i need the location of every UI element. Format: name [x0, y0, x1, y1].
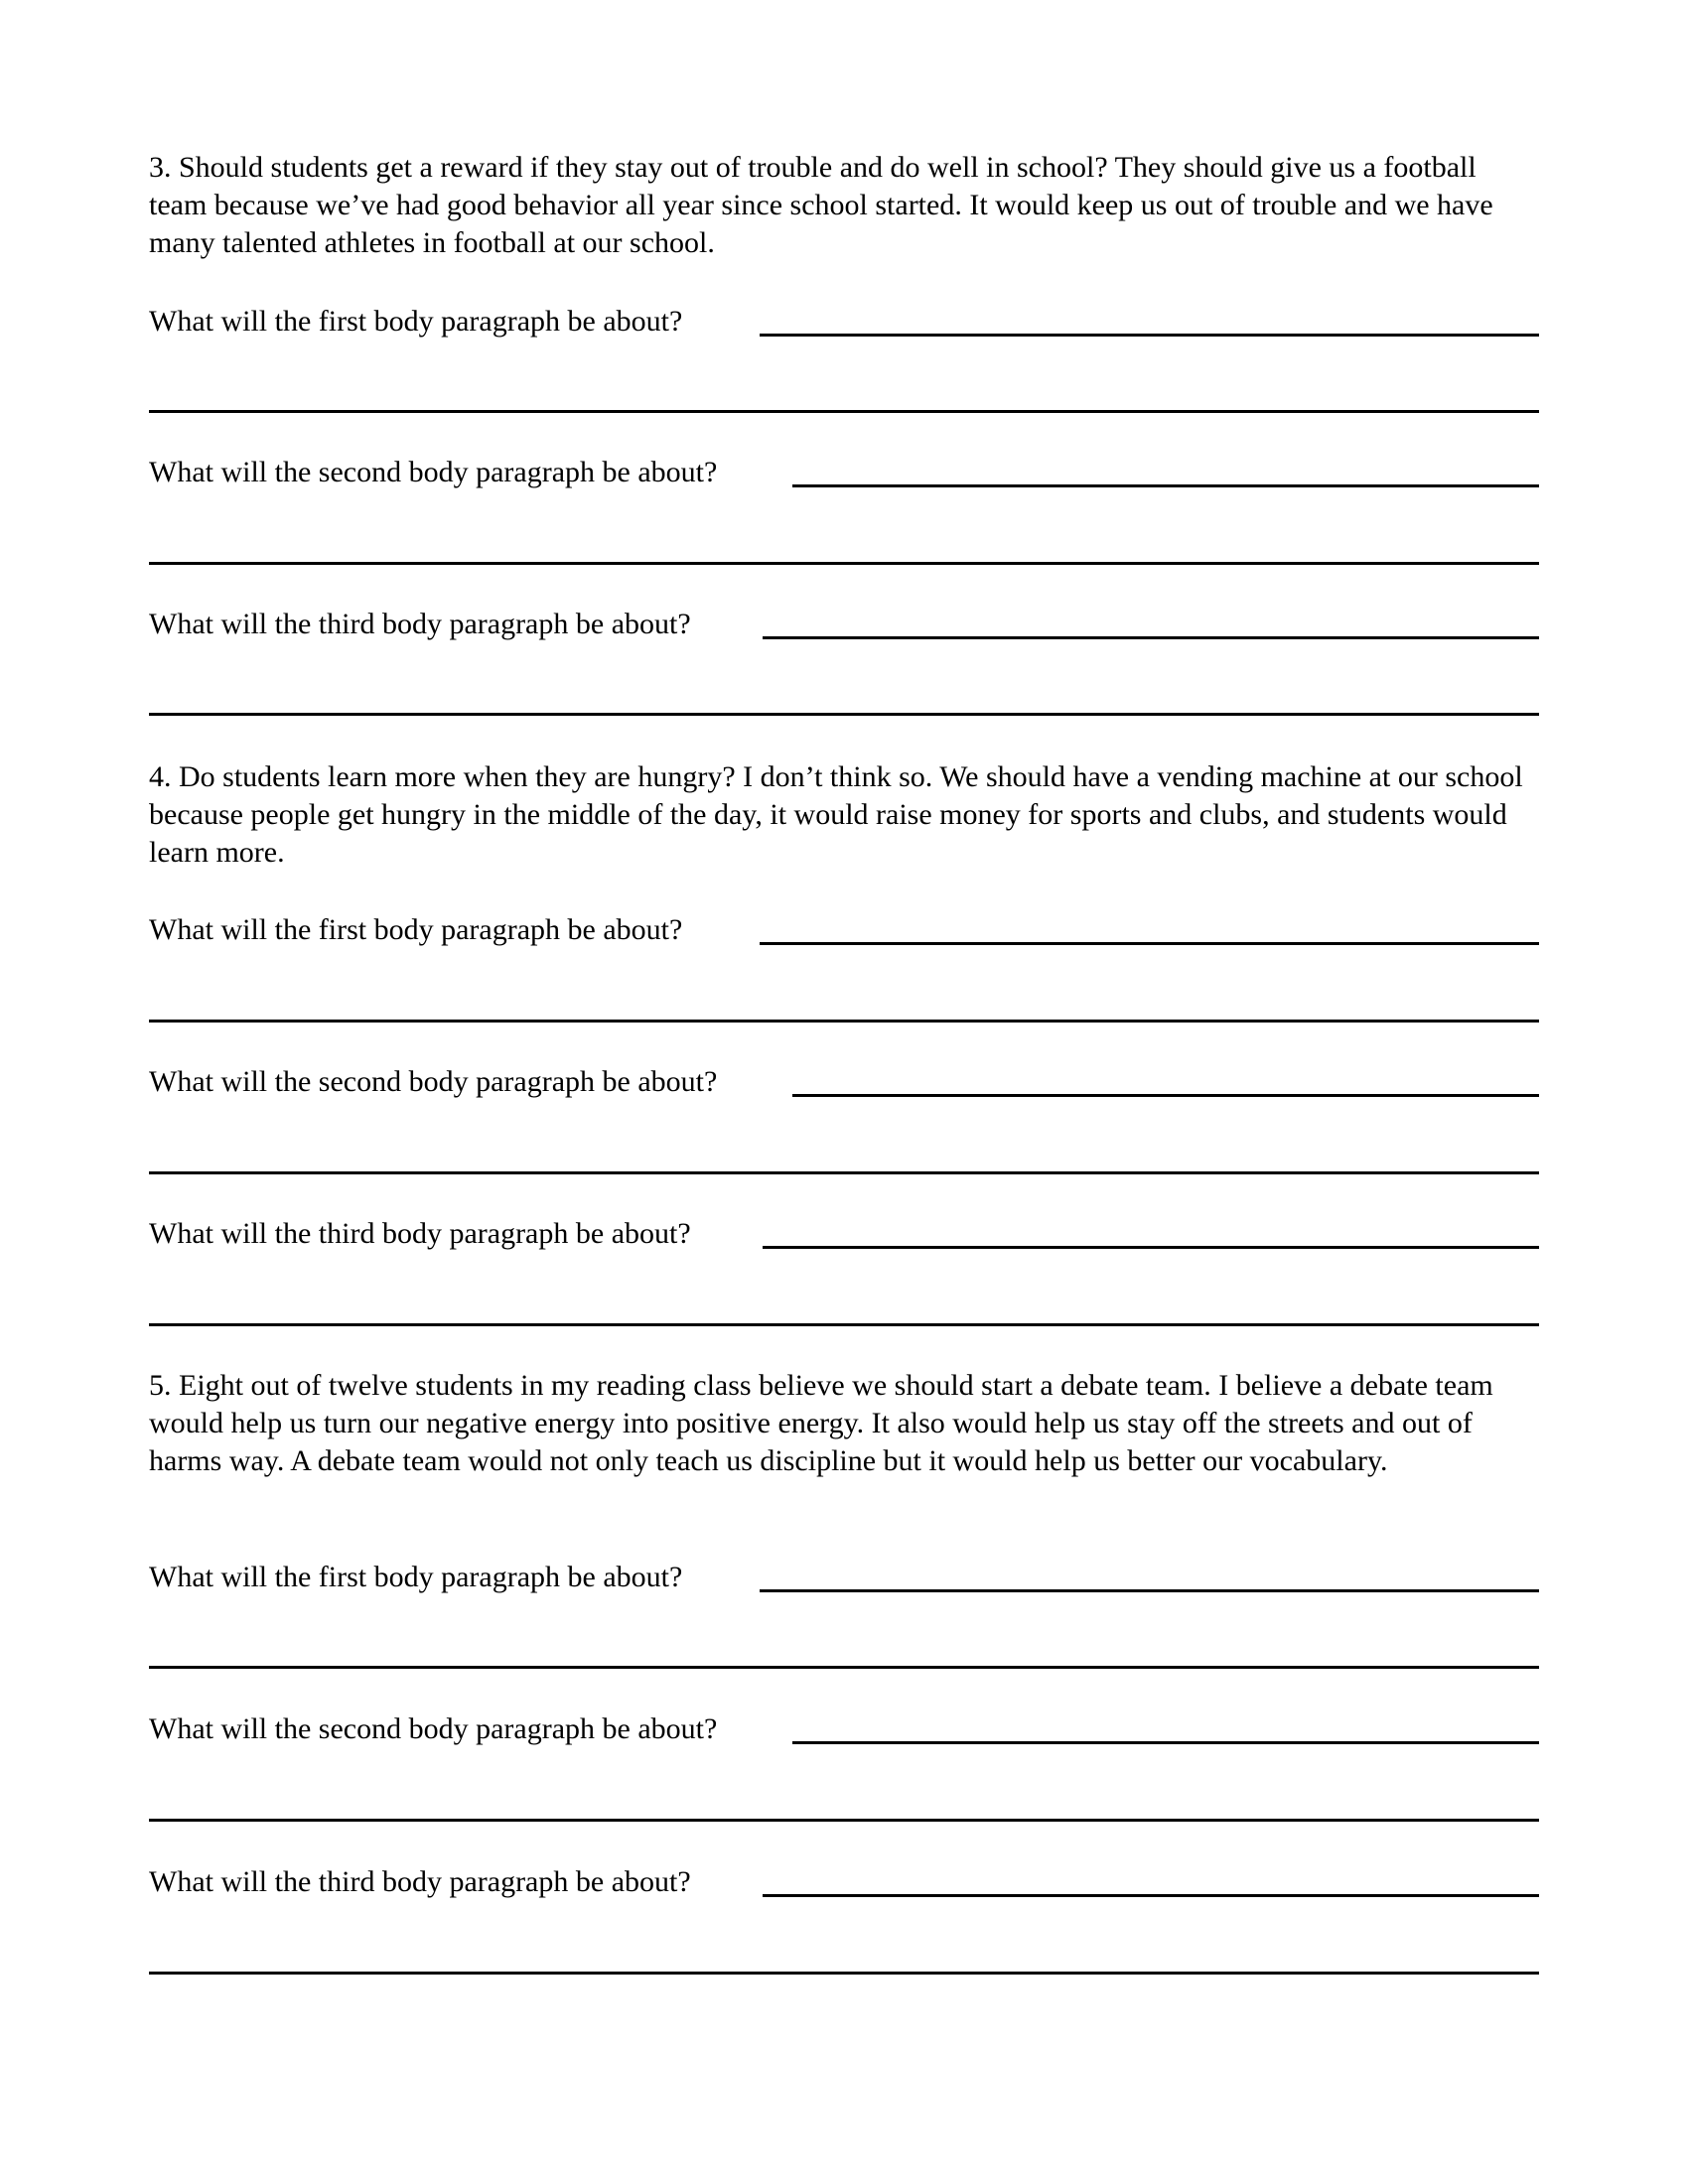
question-label: What will the first body paragraph be about? [149, 1561, 683, 1593]
answer-blank[interactable] [792, 1094, 1539, 1097]
question-row-3-second [149, 454, 1539, 493]
question-label: What will the first body paragraph be about? [149, 305, 683, 338]
prompt-item-3: 3. Should students get a reward if they stay out of trouble and do well in school? They should give us a football team because we’ve had good behavior all year since school started. It would keep us out of trouble and we have many talented athletes in football at our school. [149, 151, 1493, 259]
answer-line[interactable] [149, 1666, 1539, 1669]
question-row-4-third [149, 1215, 1539, 1255]
answer-blank[interactable] [763, 1246, 1539, 1249]
answer-blank[interactable] [763, 636, 1539, 639]
answer-blank[interactable] [760, 334, 1539, 337]
answer-line[interactable] [149, 1323, 1539, 1326]
prompt-item-5: 5. Eight out of twelve students in my reading class believe we should start a debate team. I believe a debate team would help us turn our negative energy into positive energy. It also would help us stay off the streets and out of harms way. A debate team would not only teach us discipline but it would help us better our vocabulary. [149, 1369, 1493, 1477]
question-label: What will the first body paragraph be about? [149, 913, 683, 946]
question-row-5-third [149, 1863, 1539, 1903]
question-label: What will the third body paragraph be about? [149, 1865, 691, 1898]
answer-blank[interactable] [760, 1589, 1539, 1592]
question-row-4-second [149, 1063, 1539, 1103]
question-row-4-first [149, 911, 1539, 951]
answer-line[interactable] [149, 713, 1539, 716]
answer-blank[interactable] [792, 484, 1539, 487]
answer-line[interactable] [149, 1819, 1539, 1822]
question-row-5-second [149, 1710, 1539, 1750]
question-label: What will the third body paragraph be about? [149, 608, 691, 640]
answer-blank[interactable] [792, 1741, 1539, 1744]
answer-line[interactable] [149, 1020, 1539, 1023]
answer-blank[interactable] [763, 1894, 1539, 1897]
prompt-item-4: 4. Do students learn more when they are hungry? I don’t think so. We should have a vending machine at our school because people get hungry in the middle of the day, it would raise money for sports and clubs, and students would learn more. [149, 760, 1523, 869]
answer-blank[interactable] [760, 942, 1539, 945]
answer-line[interactable] [149, 410, 1539, 413]
question-row-3-first [149, 303, 1539, 342]
question-label: What will the second body paragraph be about? [149, 1712, 718, 1745]
answer-line[interactable] [149, 562, 1539, 565]
question-label: What will the second body paragraph be about? [149, 1065, 718, 1098]
question-row-3-third [149, 606, 1539, 645]
answer-line[interactable] [149, 1972, 1539, 1975]
question-label: What will the second body paragraph be about? [149, 456, 718, 488]
answer-line[interactable] [149, 1171, 1539, 1174]
question-label: What will the third body paragraph be about? [149, 1217, 691, 1250]
question-row-5-first [149, 1559, 1539, 1598]
